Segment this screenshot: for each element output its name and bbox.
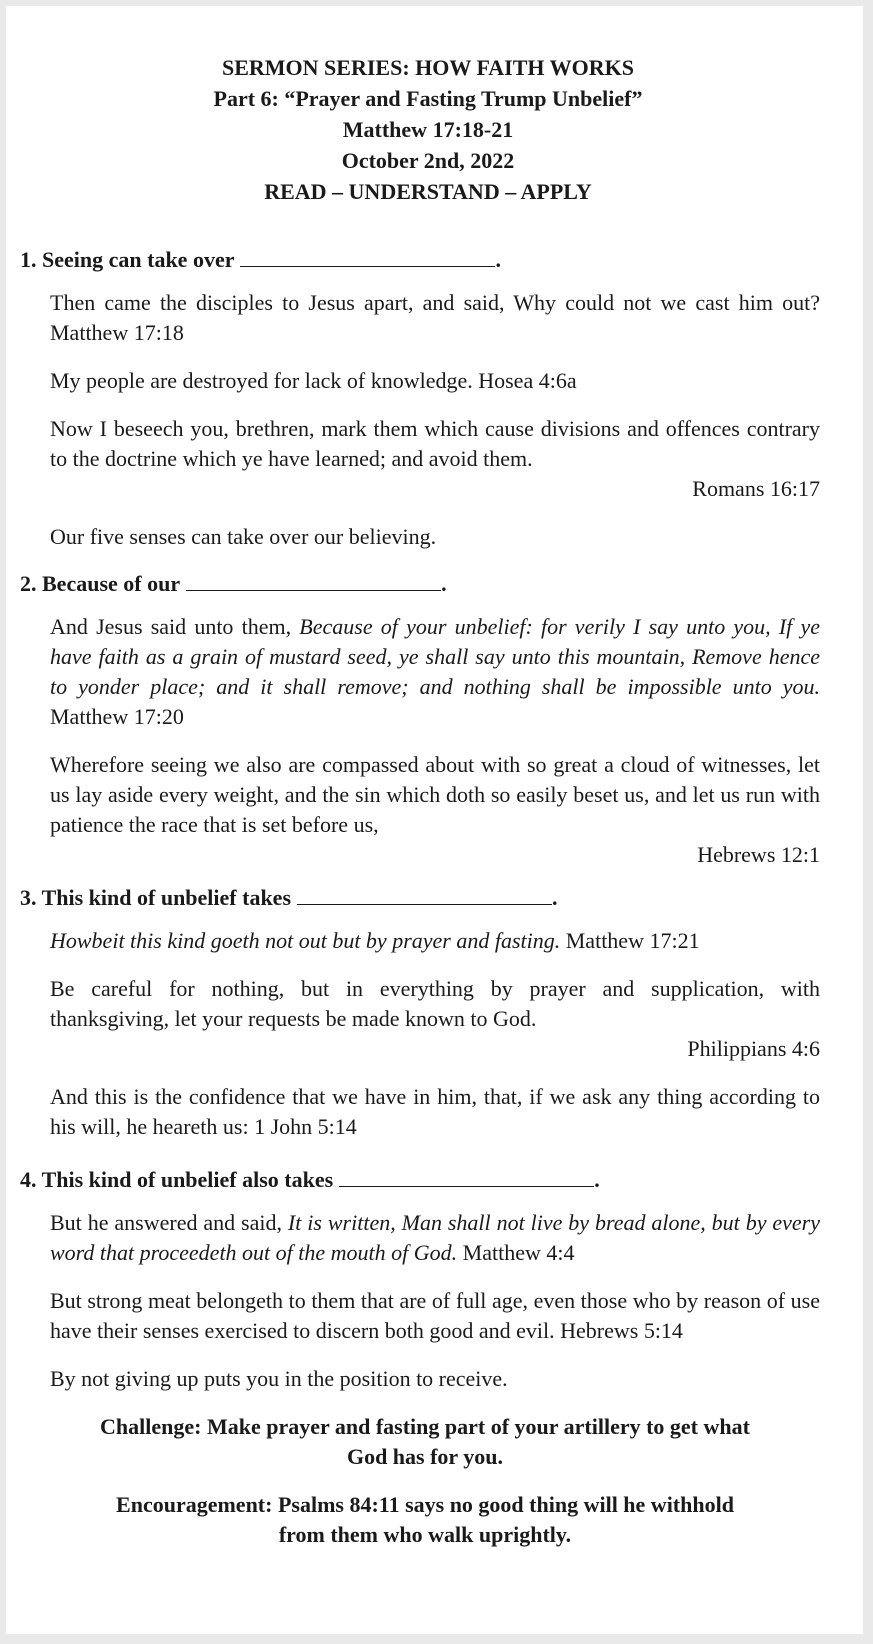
encouragement-line-1: Encouragement: Psalms 84:11 says no good thing will he withhold [116, 1492, 734, 1517]
point-4-verse-1-ref: Matthew 4:4 [457, 1240, 575, 1265]
point-3-verse-1-ref: Matthew 17:21 [560, 928, 700, 953]
point-1-verse-3: Now I beseech you, brethren, mark them which cause divisions and offences contrary to the doctrine which ye have learned; and avoid them. [50, 416, 820, 471]
encouragement [30, 1490, 820, 1550]
point-2-verse-2-ref: Hebrews 12:1 [697, 842, 820, 867]
point-3-verse-1-quote: Howbeit this kind goeth not out but by prayer and fasting. [50, 928, 561, 953]
challenge [30, 1412, 820, 1472]
point-4-verse-1 [50, 1208, 820, 1268]
point-3-verse-2: Be careful for nothing, but in everything by prayer and supplication, with thanksgiving, let your requests be made known to God. [50, 976, 820, 1031]
point-3-verse-2-ref: Philippians 4:6 [687, 1036, 820, 1061]
point-2-blank [186, 570, 441, 591]
point-1-period: . [495, 247, 501, 272]
point-2-verse-1-ref: Matthew 17:20 [50, 704, 184, 729]
point-1-verse-1: Then came the disciples to Jesus apart, and said, Why could not we cast him out? Matthew 17:18 [50, 290, 820, 345]
point-4-label: 4. This kind of unbelief also takes [20, 1167, 334, 1192]
point-4-blank [339, 1166, 594, 1187]
challenge-line-2: God has for you. [346, 1444, 504, 1469]
point-4-verse-1-lead: But he answered and said, [50, 1210, 288, 1235]
series-title: SERMON SERIES: HOW FAITH WORKS [222, 55, 634, 80]
sermon-body [20, 246, 820, 1550]
point-1-verse-4: Our five senses can take over our believing. [50, 524, 437, 549]
point-3-verse-3: And this is the confidence that we have in him, that, if we ask any thing according to his will, he heareth us: 1 John 5:14 [50, 1084, 820, 1139]
point-3-heading [20, 884, 820, 912]
point-3-verse-1 [50, 926, 820, 956]
point-4-heading [20, 1166, 820, 1194]
point-2-verse-1-quote: Because of your unbelief: for verily I say unto you, If ye have faith as a grain of mustard seed, ye shall say unto this mountain, Remove hence to yonder place; and it shall remove; and nothing shall be impossible unto you. [50, 614, 820, 699]
point-2-period: . [441, 571, 447, 596]
point-1-verse-2: My people are destroyed for lack of knowledge. Hosea 4:6a [50, 368, 577, 393]
header [6, 52, 850, 207]
point-4-verse-2: But strong meat belongeth to them that are of full age, even those who by reason of use have their senses exercised to discern both good and evil. Hebrews 5:14 [50, 1288, 820, 1343]
point-2-verse-1-lead: And Jesus said unto them, [50, 614, 300, 639]
point-3-label: 3. This kind of unbelief takes [20, 885, 292, 910]
encouragement-line-2: from them who walk uprightly. [278, 1522, 572, 1547]
point-1-label: 1. Seeing can take over [20, 247, 235, 272]
scripture-reference: Matthew 17:18-21 [342, 117, 514, 142]
challenge-line-1: Challenge: Make prayer and fasting part of your artillery to get what [100, 1414, 750, 1439]
point-1-verse-3-ref: Romans 16:17 [692, 476, 820, 501]
motto: READ – UNDERSTAND – APPLY [264, 179, 592, 204]
part-title: Part 6: “Prayer and Fasting Trump Unbelief” [213, 86, 643, 111]
point-1-heading [20, 246, 820, 274]
point-2-verse-1 [50, 612, 820, 732]
point-4-verse-1-quote: It is written, Man shall not live by bread alone, but by every word that proceedeth out of the mouth of God. [50, 1210, 821, 1265]
sermon-date: October 2nd, 2022 [341, 148, 515, 173]
point-3-period: . [552, 885, 558, 910]
point-1-blank [240, 246, 495, 267]
point-3-blank [297, 884, 552, 905]
sermon-handout [6, 6, 863, 1634]
point-2-heading [20, 570, 820, 598]
point-4-verse-3: By not giving up puts you in the position to receive. [50, 1366, 508, 1391]
point-2-verse-2: Wherefore seeing we also are compassed about with so great a cloud of witnesses, let us lay aside every weight, and the sin which doth so easily beset us, and let us run with patience the race that is set before us, [50, 752, 820, 837]
point-4-period: . [594, 1167, 600, 1192]
point-2-label: 2. Because of our [20, 571, 181, 596]
